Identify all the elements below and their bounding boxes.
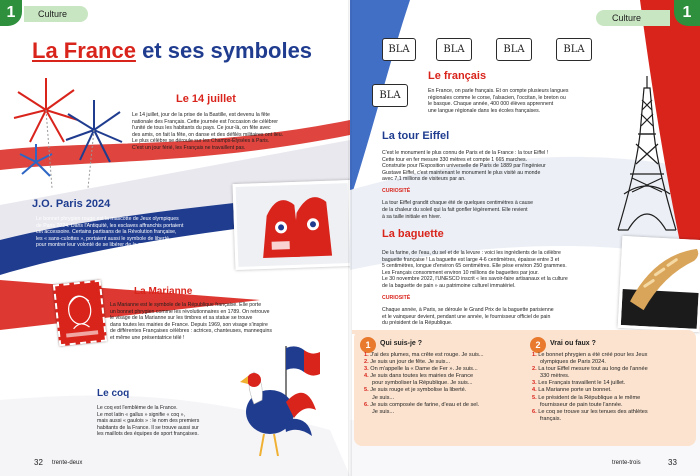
baguette-heading <box>382 228 444 240</box>
right-footer <box>350 452 700 476</box>
baguette-heading-text: La baguette <box>382 228 444 240</box>
tour-line: avec 7,1 millions de visiteurs par an. <box>382 176 466 183</box>
chapter-number-badge-right: 1 <box>674 0 700 26</box>
coq-line: Le coq est l'emblème de la France. <box>97 405 178 411</box>
baguette-line: baguette française ! La baguette est large 4-6 centimètres, épaisse entre 3 et <box>382 256 560 263</box>
quatorze-line: C'est un jour férié, les Français ne travaillent pas. <box>132 144 246 151</box>
francais-heading-text: Le français <box>428 70 487 82</box>
coq-line: les maillots des équipes de sport françaises. <box>97 431 199 438</box>
coq-line: mais aussi « gaulois » : le nom des premiers <box>97 418 200 425</box>
jo-line: de Paris 2024. Dans l'Antiquité, les esclaves affranchis portaient <box>36 222 184 229</box>
jo-line: cet accessoire. Certains partisans de la Révolution française, <box>36 229 177 236</box>
marianne-portrait-icon <box>55 282 105 344</box>
marianne-text <box>110 302 310 342</box>
quiz1-item <box>364 359 524 366</box>
quiz2-title: Vrai ou faux ? <box>550 340 596 347</box>
baguette-photo <box>618 236 700 332</box>
page-title-part2: et ses symboles <box>142 38 313 63</box>
francais-line: En France, on parle français. Et on compte plusieurs langues <box>428 88 569 94</box>
page-word-left: trente-deux <box>52 460 83 466</box>
quiz2-item <box>532 402 694 409</box>
right-page <box>350 0 700 476</box>
mascot-photo <box>233 180 350 270</box>
marianne-line: et même une présentatrice télé ! <box>110 334 185 341</box>
quiz2-item-text: Le bonnet phrygien a été créé pour les Jeux <box>538 352 648 358</box>
quiz1-item <box>364 387 524 394</box>
quiz2-item <box>532 380 694 387</box>
francais-text <box>428 88 620 114</box>
jo-text <box>36 216 232 249</box>
quatorze-line: des amis, on fait la fête, on danse et des défilés militaires ont lieu. <box>132 131 284 138</box>
quiz2-item <box>532 352 694 359</box>
baguette-text <box>382 250 620 327</box>
baguette-line: de la baguette de pain » au patrimoine culturel immatériel. <box>382 282 516 289</box>
quiz1-item-number: 6. <box>364 401 369 408</box>
quiz1-item-number: 1. <box>364 352 369 358</box>
baguette-curiosity-line: du président de la République. <box>382 320 453 327</box>
francais-line: une langue régionale dans les écoles françaises. <box>428 107 541 114</box>
marianne-line: La Marianne est le symbole de la République française. Elle porte <box>110 302 262 308</box>
quiz1-list <box>364 352 524 416</box>
book-spine <box>348 0 352 476</box>
page-number-left: 32 <box>34 458 43 467</box>
tour-curiosity-label: CURIOSITÉ <box>382 188 411 195</box>
quiz1-item-text: On m'appelle la « Dame de Fer ». Je suis... <box>370 366 478 373</box>
page-word-right: trente-trois <box>612 460 641 466</box>
tour-heading <box>382 130 449 142</box>
quiz2-item <box>532 359 694 366</box>
baguette-curiosity-line: et le vainqueur devient, pendant une année, le fournisseur officiel de pain <box>382 313 551 320</box>
quiz1-item <box>364 380 524 387</box>
quatorze-line: Le plus célèbre se déroule sur les Champs-Élysées à Paris. <box>132 138 270 145</box>
baguette-curiosity-label: CURIOSITÉ <box>382 294 411 301</box>
quiz1-number-badge: 1 <box>360 337 376 353</box>
quiz2-item-text: Le coq se trouve sur les tenues des athlètes <box>538 408 648 415</box>
quiz2-item <box>532 416 694 423</box>
quiz1-item <box>364 352 524 359</box>
baguette-line: Les Français consomment environ 10 millions de baguettes par jour. <box>382 269 539 276</box>
marianne-line: le visage de la Marianne sur les timbres et sa statue se trouve <box>110 315 253 322</box>
quiz1-title: Qui suis-je ? <box>380 340 423 347</box>
francais-heading <box>428 70 486 82</box>
mascot-illustration <box>236 183 350 267</box>
tour-line: Gustave Eiffel, c'est maintenant le monument le plus visité au monde <box>382 169 541 176</box>
quiz1-item-text: Je suis rouge et je symbolise la liberté. <box>370 387 467 394</box>
baguette-line: De la farine, de l'eau, du sel et de la levure : voici les ingrédients de la célèbre <box>382 250 561 256</box>
tour-heading-text: La tour Eiffel <box>382 130 450 142</box>
jo-heading <box>32 198 110 210</box>
quiz2-item-text: Le président de la République a le même <box>538 394 641 401</box>
coq-text <box>97 405 217 438</box>
quiz2-item-text: olympiques de Paris 2024. <box>540 359 606 366</box>
francais-line: régionales comme le corse, l'alsacien, l'occitan, le breton ou <box>428 94 566 101</box>
marianne-line: dans toutes les mairies de France. Depuis 1969, son visage s'inspire <box>110 321 268 328</box>
quiz1-item-text: Je suis composée de farine, d'eau et de sel. <box>370 401 480 408</box>
quiz2-item-text: fournisseur de pain toute l'année. <box>540 401 623 408</box>
quatorze-heading <box>176 93 236 105</box>
baguette-line: Le 30 novembre 2022, l'UNESCO inscrit « les savoir-faire artisanaux et la culture <box>382 276 568 283</box>
tour-line: C'est le monument le plus connu de Paris et de la France : la tour Eiffel ! <box>382 150 549 156</box>
quatorze-heading-text: Le 14 juillet <box>176 93 236 105</box>
section-tag <box>24 6 88 22</box>
quiz2-item-number: 6. <box>532 408 537 415</box>
quiz1-item-text: Je suis... <box>372 394 395 401</box>
quiz1-item <box>364 395 524 402</box>
rooster-flag-illustration <box>224 340 338 460</box>
quiz2-item-text: 330 mètres. <box>540 373 570 380</box>
jo-heading-text: J.O. Paris 2024 <box>32 198 111 210</box>
quatorze-text <box>132 112 312 152</box>
quiz-box-top <box>352 330 542 334</box>
quiz2-item <box>532 366 694 373</box>
quiz1-item-number: 3. <box>364 366 369 373</box>
left-footer <box>0 452 350 476</box>
francais-line: le basque. Chaque année, 400 000 élèves apprennent <box>428 101 554 108</box>
quiz2-item <box>532 387 694 394</box>
quiz1-item-text: J'ai des plumes, ma crête est rouge. Je suis... <box>370 352 484 358</box>
tour-curiosity-line: La tour Eiffel grandit chaque été de quelques centimètres à cause <box>382 200 534 207</box>
quiz2-item-text: français. <box>540 415 562 422</box>
section-tag-right <box>596 10 670 26</box>
quiz1-item <box>364 373 524 380</box>
tour-curiosity-line: à sa taille initiale en hiver. <box>382 213 442 220</box>
section-tag-right-label: Culture <box>612 13 642 23</box>
quiz2-item-number: 2. <box>532 366 537 373</box>
quiz1-item-text: Je suis... <box>372 408 395 415</box>
quatorze-line: nationale des Français. Cette journée est l'occasion de célébrer <box>132 118 279 125</box>
quiz1-item-text: pour symboliser la République. Je suis... <box>372 380 473 387</box>
quatorze-line: l'unité de tous les habitants du pays. Ce jour-là, on fête avec <box>132 125 271 132</box>
quiz2-item <box>532 409 694 416</box>
quiz2-item-number: 1. <box>532 352 537 358</box>
page-number-right: 33 <box>668 458 677 467</box>
fireworks-icon <box>6 70 128 188</box>
jo-line: Le bonnet phrygien rouge est la mascotte de Jeux olympiques <box>36 216 179 222</box>
quiz2-list <box>532 352 694 423</box>
flag-icon <box>286 346 320 400</box>
baguette-illustration <box>621 239 700 329</box>
coq-heading <box>97 388 129 399</box>
marianne-line: un bonnet phrygien comme les révolutionnaires en 1789. On retrouve <box>110 308 270 315</box>
quiz2-item-text: La Marianne porte un bonnet. <box>538 387 612 394</box>
quiz2-item-number: 4. <box>532 387 537 394</box>
quiz2-item-text: La tour Eiffel mesure tout au long de l'année <box>538 366 648 373</box>
page-title <box>32 38 312 64</box>
coq-line: habitants de la France. Il se trouve aussi sur <box>97 424 199 431</box>
bla-bubble: BLA <box>436 38 472 61</box>
tour-line: Cette tour en fer mesure 330 mètres et compte 1 665 marches. <box>382 156 528 163</box>
marianne-heading <box>134 286 192 297</box>
bla-bubble: BLA <box>372 84 408 107</box>
quiz1-item-number: 5. <box>364 387 369 394</box>
jo-line: les « sans-culottes », portaient aussi le symbole de liberté, <box>36 235 171 242</box>
coq-line: Le mot latin « gallus » signifie « coq », <box>97 411 185 418</box>
quiz2-item-text: Les Français travaillent le 14 juillet. <box>538 380 626 387</box>
bla-bubble: BLA <box>556 38 592 61</box>
quiz2-item-number: 3. <box>532 380 537 387</box>
marianne-stamp <box>53 280 107 347</box>
coq-heading-text: Le coq <box>97 388 130 399</box>
bla-bubble: BLA <box>382 38 416 61</box>
quiz1-item-text: Je suis dans toutes les mairies de France <box>370 373 474 380</box>
quiz1-item <box>364 409 524 416</box>
chapter-number-badge: 1 <box>0 0 22 26</box>
tour-line: Construite pour l'Exposition universelle de Paris de 1889 par l'ingénieur <box>382 163 546 170</box>
section-tag-label: Culture <box>38 9 68 19</box>
jo-line: pour montrer leur volonté de se libérer de la monarchie. <box>36 242 164 249</box>
baguette-line: 5 centimètres, longue d'environ 65 centimètres. Elle pèse environ 250 grammes. <box>382 263 567 270</box>
tour-curiosity-line: de la chaleur du soleil qui la fait gonfler légèrement. Elle revient <box>382 206 528 213</box>
tour-text <box>382 150 604 220</box>
quatorze-line: Le 14 juillet, jour de la prise de la Bastille, est devenu la fête <box>132 112 270 118</box>
quiz1-item-number: 2. <box>364 359 369 366</box>
marianne-line: de différentes Françaises célèbres : actrices, chanteuses, mannequins <box>110 328 272 335</box>
quiz1-item-number: 4. <box>364 373 369 380</box>
eiffel-tower-icon <box>606 74 688 234</box>
bla-bubble: BLA <box>496 38 532 61</box>
quiz1-item <box>364 366 524 373</box>
page-title-part1: La France <box>32 38 136 63</box>
quiz2-item-number: 5. <box>532 394 537 401</box>
baguette-curiosity-line: Chaque année, à Paris, se déroule le Grand Prix de la baguette parisienne <box>382 306 554 313</box>
marianne-heading-text: La Marianne <box>134 286 193 297</box>
quiz1-item-text: Je suis un jour de fête. Je suis... <box>370 359 451 366</box>
quiz2-item <box>532 395 694 402</box>
quiz2-number-badge: 2 <box>530 337 546 353</box>
quiz1-item <box>364 402 524 409</box>
quiz2-item <box>532 373 694 380</box>
